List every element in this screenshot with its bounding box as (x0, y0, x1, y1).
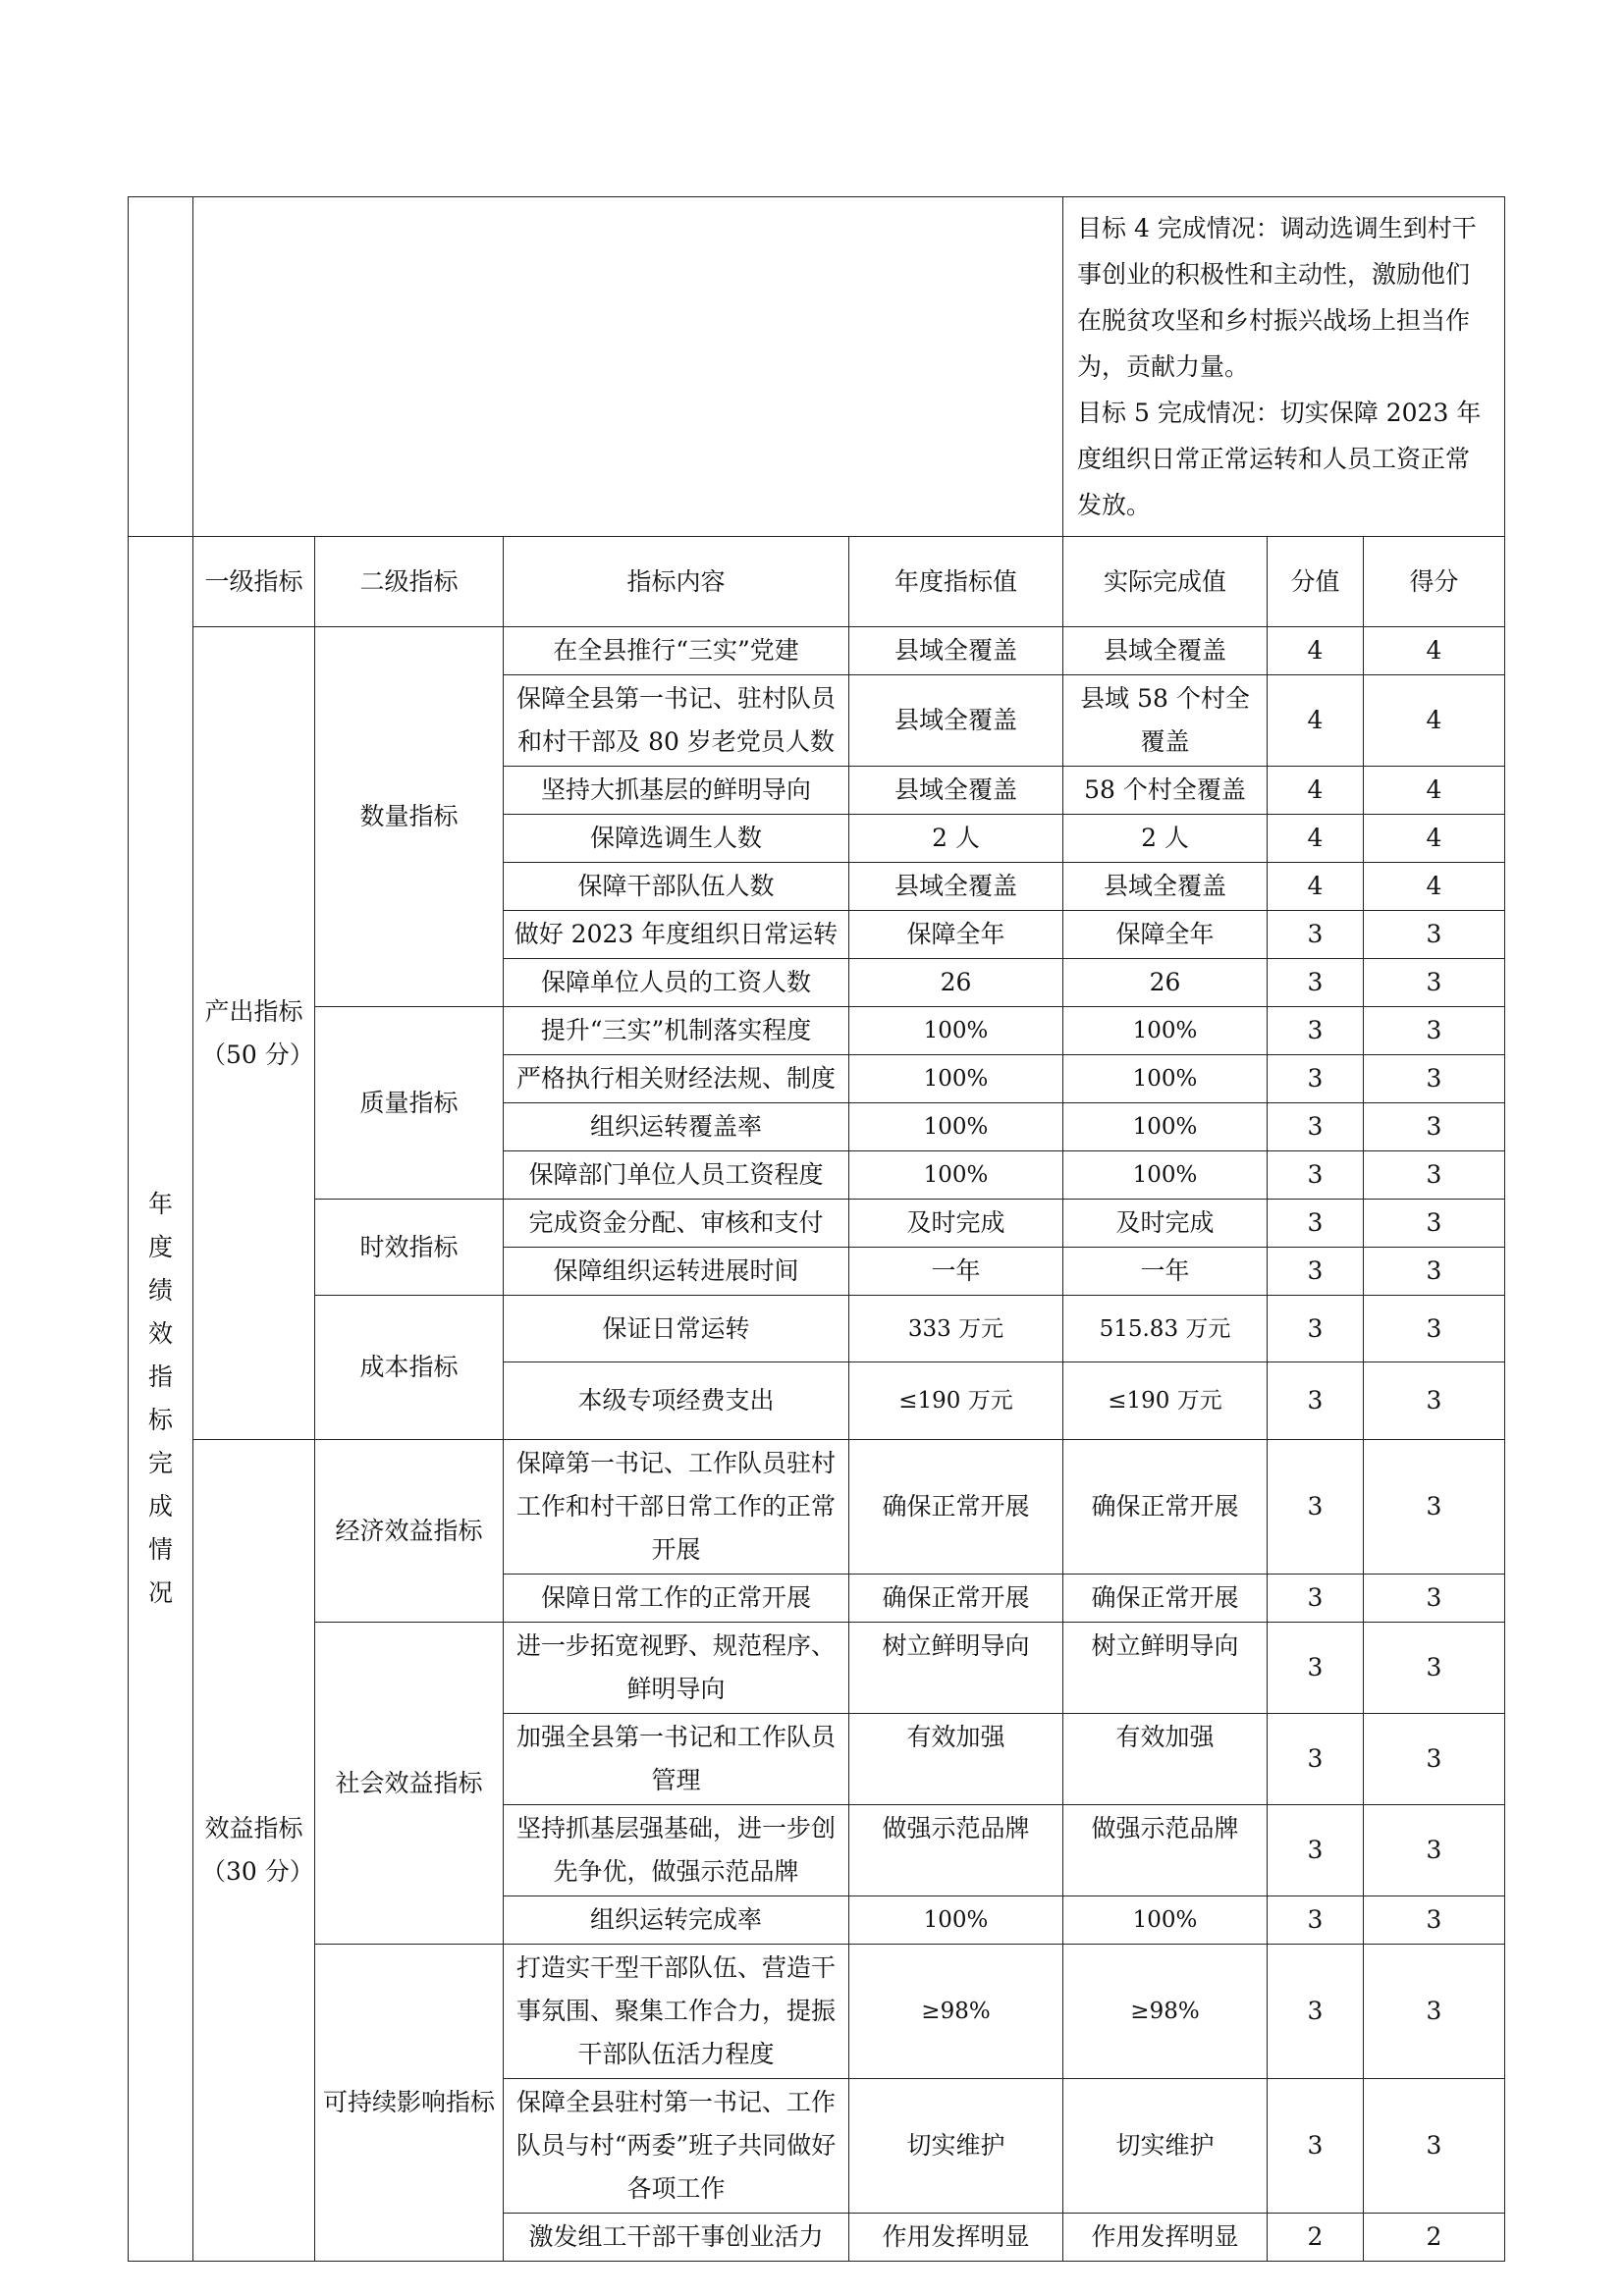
annual-cell: 2 人 (849, 815, 1063, 863)
annual-cell: 县域全覆盖 (849, 627, 1063, 675)
actual-cell: 一年 (1063, 1248, 1268, 1296)
level2-cell: 成本指标 (315, 1296, 504, 1440)
goal4-text: 目标 4 完成情况：调动选调生到村干事创业的积极性和主动性，激励他们在脱贫攻坚和乡村振兴战场上担当作为，贡献力量。 (1077, 214, 1477, 381)
level1-cell: 效益指标（30 分） (193, 1440, 315, 2262)
content-cell: 保障全县第一书记、驻村队员和村干部及 80 岁老党员人数 (504, 675, 849, 767)
table-row (129, 1440, 1505, 1575)
header-score-got: 得分 (1364, 537, 1505, 627)
header-level2: 二级指标 (315, 537, 504, 627)
annual-cell: 及时完成 (849, 1200, 1063, 1248)
content-cell: 保障部门单位人员工资程度 (504, 1151, 849, 1200)
score-got-cell: 4 (1364, 767, 1505, 815)
actual-cell: 切实维护 (1063, 2079, 1268, 2214)
actual-cell: 县域 58 个村全覆盖 (1063, 675, 1268, 767)
score-got-cell: 3 (1364, 911, 1505, 959)
annual-cell: 作用发挥明显 (849, 2214, 1063, 2262)
actual-cell: 100% (1063, 1151, 1268, 1200)
annual-cell: 100% (849, 1151, 1063, 1200)
actual-cell: 县域全覆盖 (1063, 627, 1268, 675)
score-value-cell: 3 (1268, 1575, 1364, 1623)
header-annual: 年度指标值 (849, 537, 1063, 627)
table-row (129, 1945, 1505, 2079)
content-cell: 坚持抓基层强基础，进一步创先争优，做强示范品牌 (504, 1805, 849, 1896)
score-got-cell: 2 (1364, 2214, 1505, 2262)
content-cell: 完成资金分配、审核和支付 (504, 1200, 849, 1248)
score-value-cell: 3 (1268, 1055, 1364, 1103)
annual-cell: 县域全覆盖 (849, 767, 1063, 815)
score-value-cell: 3 (1268, 1623, 1364, 1714)
content-cell: 提升“三实”机制落实程度 (504, 1007, 849, 1055)
actual-cell: 2 人 (1063, 815, 1268, 863)
annual-cell: 100% (849, 1103, 1063, 1151)
score-got-cell: 3 (1364, 1296, 1505, 1362)
annual-cell: 100% (849, 1896, 1063, 1945)
actual-cell: 县域全覆盖 (1063, 863, 1268, 911)
score-value-cell: 2 (1268, 2214, 1364, 2262)
header-score-value: 分值 (1268, 537, 1364, 627)
score-value-cell: 3 (1268, 1362, 1364, 1440)
content-cell: 组织运转覆盖率 (504, 1103, 849, 1151)
score-got-cell: 3 (1364, 959, 1505, 1007)
actual-cell: 保障全年 (1063, 911, 1268, 959)
annual-cell: 100% (849, 1055, 1063, 1103)
header-actual: 实际完成值 (1063, 537, 1268, 627)
content-cell: 做好 2023 年度组织日常运转 (504, 911, 849, 959)
annual-cell: 做强示范品牌 (849, 1805, 1063, 1896)
actual-cell: 及时完成 (1063, 1200, 1268, 1248)
score-got-cell: 3 (1364, 1805, 1505, 1896)
level1-cell: 产出指标（50 分） (193, 627, 315, 1440)
score-got-cell: 3 (1364, 1055, 1505, 1103)
table-row (129, 1296, 1505, 1362)
score-value-cell: 3 (1268, 1945, 1364, 2079)
table-row (129, 1623, 1505, 1714)
content-cell: 严格执行相关财经法规、制度 (504, 1055, 849, 1103)
content-cell: 本级专项经费支出 (504, 1362, 849, 1440)
annual-cell: 切实维护 (849, 2079, 1063, 2214)
performance-table (128, 196, 1505, 2262)
score-value-cell: 4 (1268, 815, 1364, 863)
score-value-cell: 4 (1268, 675, 1364, 767)
annual-cell: ≤190 万元 (849, 1362, 1063, 1440)
score-value-cell: 3 (1268, 1103, 1364, 1151)
score-got-cell: 4 (1364, 675, 1505, 767)
score-got-cell: 3 (1364, 1362, 1505, 1440)
score-got-cell: 3 (1364, 1623, 1505, 1714)
score-value-cell: 3 (1268, 1714, 1364, 1805)
score-value-cell: 4 (1268, 627, 1364, 675)
actual-cell: 100% (1063, 1007, 1268, 1055)
document-page (128, 196, 1504, 2262)
score-value-cell: 3 (1268, 911, 1364, 959)
annual-cell: 确保正常开展 (849, 1575, 1063, 1623)
actual-cell: 515.83 万元 (1063, 1296, 1268, 1362)
content-cell: 保障单位人员的工资人数 (504, 959, 849, 1007)
actual-cell: 确保正常开展 (1063, 1440, 1268, 1575)
annual-cell: 县域全覆盖 (849, 675, 1063, 767)
goal5-text: 目标 5 完成情况：切实保障 2023 年度组织日常正常运转和人员工资正常发放。 (1077, 399, 1482, 519)
table-row (129, 1200, 1505, 1248)
section-label: 年 度 绩 效 指 标 完 成 情 况 (129, 537, 193, 2262)
content-cell: 保障日常工作的正常开展 (504, 1575, 849, 1623)
score-got-cell: 3 (1364, 1151, 1505, 1200)
actual-cell: 有效加强 (1063, 1714, 1268, 1805)
actual-cell: 26 (1063, 959, 1268, 1007)
score-value-cell: 3 (1268, 1296, 1364, 1362)
content-cell: 保证日常运转 (504, 1296, 849, 1362)
score-got-cell: 3 (1364, 2079, 1505, 2214)
actual-cell: ≤190 万元 (1063, 1362, 1268, 1440)
score-got-cell: 3 (1364, 1200, 1505, 1248)
content-cell: 保障全县驻村第一书记、工作队员与村“两委”班子共同做好各项工作 (504, 2079, 849, 2214)
score-value-cell: 3 (1268, 1805, 1364, 1896)
score-value-cell: 3 (1268, 1007, 1364, 1055)
actual-cell: 100% (1063, 1103, 1268, 1151)
annual-cell: 县域全覆盖 (849, 863, 1063, 911)
actual-cell: 做强示范品牌 (1063, 1805, 1268, 1896)
level2-cell: 时效指标 (315, 1200, 504, 1296)
annual-cell: ≥98% (849, 1945, 1063, 2079)
score-got-cell: 4 (1364, 863, 1505, 911)
annual-cell: 333 万元 (849, 1296, 1063, 1362)
table-row (129, 627, 1505, 675)
actual-cell: 100% (1063, 1896, 1268, 1945)
blank-cell (193, 197, 1063, 537)
actual-cell: 树立鲜明导向 (1063, 1623, 1268, 1714)
score-got-cell: 3 (1364, 1103, 1505, 1151)
table-row (129, 1007, 1505, 1055)
annual-cell: 保障全年 (849, 911, 1063, 959)
score-value-cell: 3 (1268, 1200, 1364, 1248)
score-got-cell: 3 (1364, 1248, 1505, 1296)
score-value-cell: 3 (1268, 1151, 1364, 1200)
score-got-cell: 3 (1364, 1714, 1505, 1805)
actual-cell: 作用发挥明显 (1063, 2214, 1268, 2262)
annual-cell: 100% (849, 1007, 1063, 1055)
actual-cell: 确保正常开展 (1063, 1575, 1268, 1623)
score-got-cell: 3 (1364, 1896, 1505, 1945)
content-cell: 保障选调生人数 (504, 815, 849, 863)
score-got-cell: 3 (1364, 1440, 1505, 1575)
annual-cell: 一年 (849, 1248, 1063, 1296)
left-blank-cell (129, 197, 193, 537)
actual-cell: ≥98% (1063, 1945, 1268, 2079)
content-cell: 坚持大抓基层的鲜明导向 (504, 767, 849, 815)
header-content: 指标内容 (504, 537, 849, 627)
level2-cell: 社会效益指标 (315, 1623, 504, 1945)
score-got-cell: 3 (1364, 1945, 1505, 2079)
content-cell: 打造实干型干部队伍、营造干事氛围、聚集工作合力，提振干部队伍活力程度 (504, 1945, 849, 2079)
content-cell: 保障第一书记、工作队员驻村工作和村干部日常工作的正常开展 (504, 1440, 849, 1575)
completion-notes (1063, 197, 1505, 537)
score-value-cell: 4 (1268, 863, 1364, 911)
content-cell: 保障干部队伍人数 (504, 863, 849, 911)
annual-cell: 有效加强 (849, 1714, 1063, 1805)
score-value-cell: 3 (1268, 1896, 1364, 1945)
content-cell: 在全县推行“三实”党建 (504, 627, 849, 675)
score-value-cell: 3 (1268, 2079, 1364, 2214)
annual-cell: 树立鲜明导向 (849, 1623, 1063, 1714)
content-cell: 进一步拓宽视野、规范程序、鲜明导向 (504, 1623, 849, 1714)
level2-cell: 可持续影响指标 (315, 1945, 504, 2262)
content-cell: 激发组工干部干事创业活力 (504, 2214, 849, 2262)
score-value-cell: 3 (1268, 1248, 1364, 1296)
actual-cell: 100% (1063, 1055, 1268, 1103)
content-cell: 加强全县第一书记和工作队员管理 (504, 1714, 849, 1805)
header-level1: 一级指标 (193, 537, 315, 627)
level2-cell: 经济效益指标 (315, 1440, 504, 1623)
level2-cell: 质量指标 (315, 1007, 504, 1200)
level2-cell: 数量指标 (315, 627, 504, 1007)
content-cell: 组织运转完成率 (504, 1896, 849, 1945)
score-value-cell: 3 (1268, 1440, 1364, 1575)
score-got-cell: 3 (1364, 1575, 1505, 1623)
score-value-cell: 3 (1268, 959, 1364, 1007)
score-got-cell: 4 (1364, 627, 1505, 675)
score-got-cell: 3 (1364, 1007, 1505, 1055)
score-got-cell: 4 (1364, 815, 1505, 863)
score-value-cell: 4 (1268, 767, 1364, 815)
content-cell: 保障组织运转进展时间 (504, 1248, 849, 1296)
annual-cell: 确保正常开展 (849, 1440, 1063, 1575)
annual-cell: 26 (849, 959, 1063, 1007)
actual-cell: 58 个村全覆盖 (1063, 767, 1268, 815)
